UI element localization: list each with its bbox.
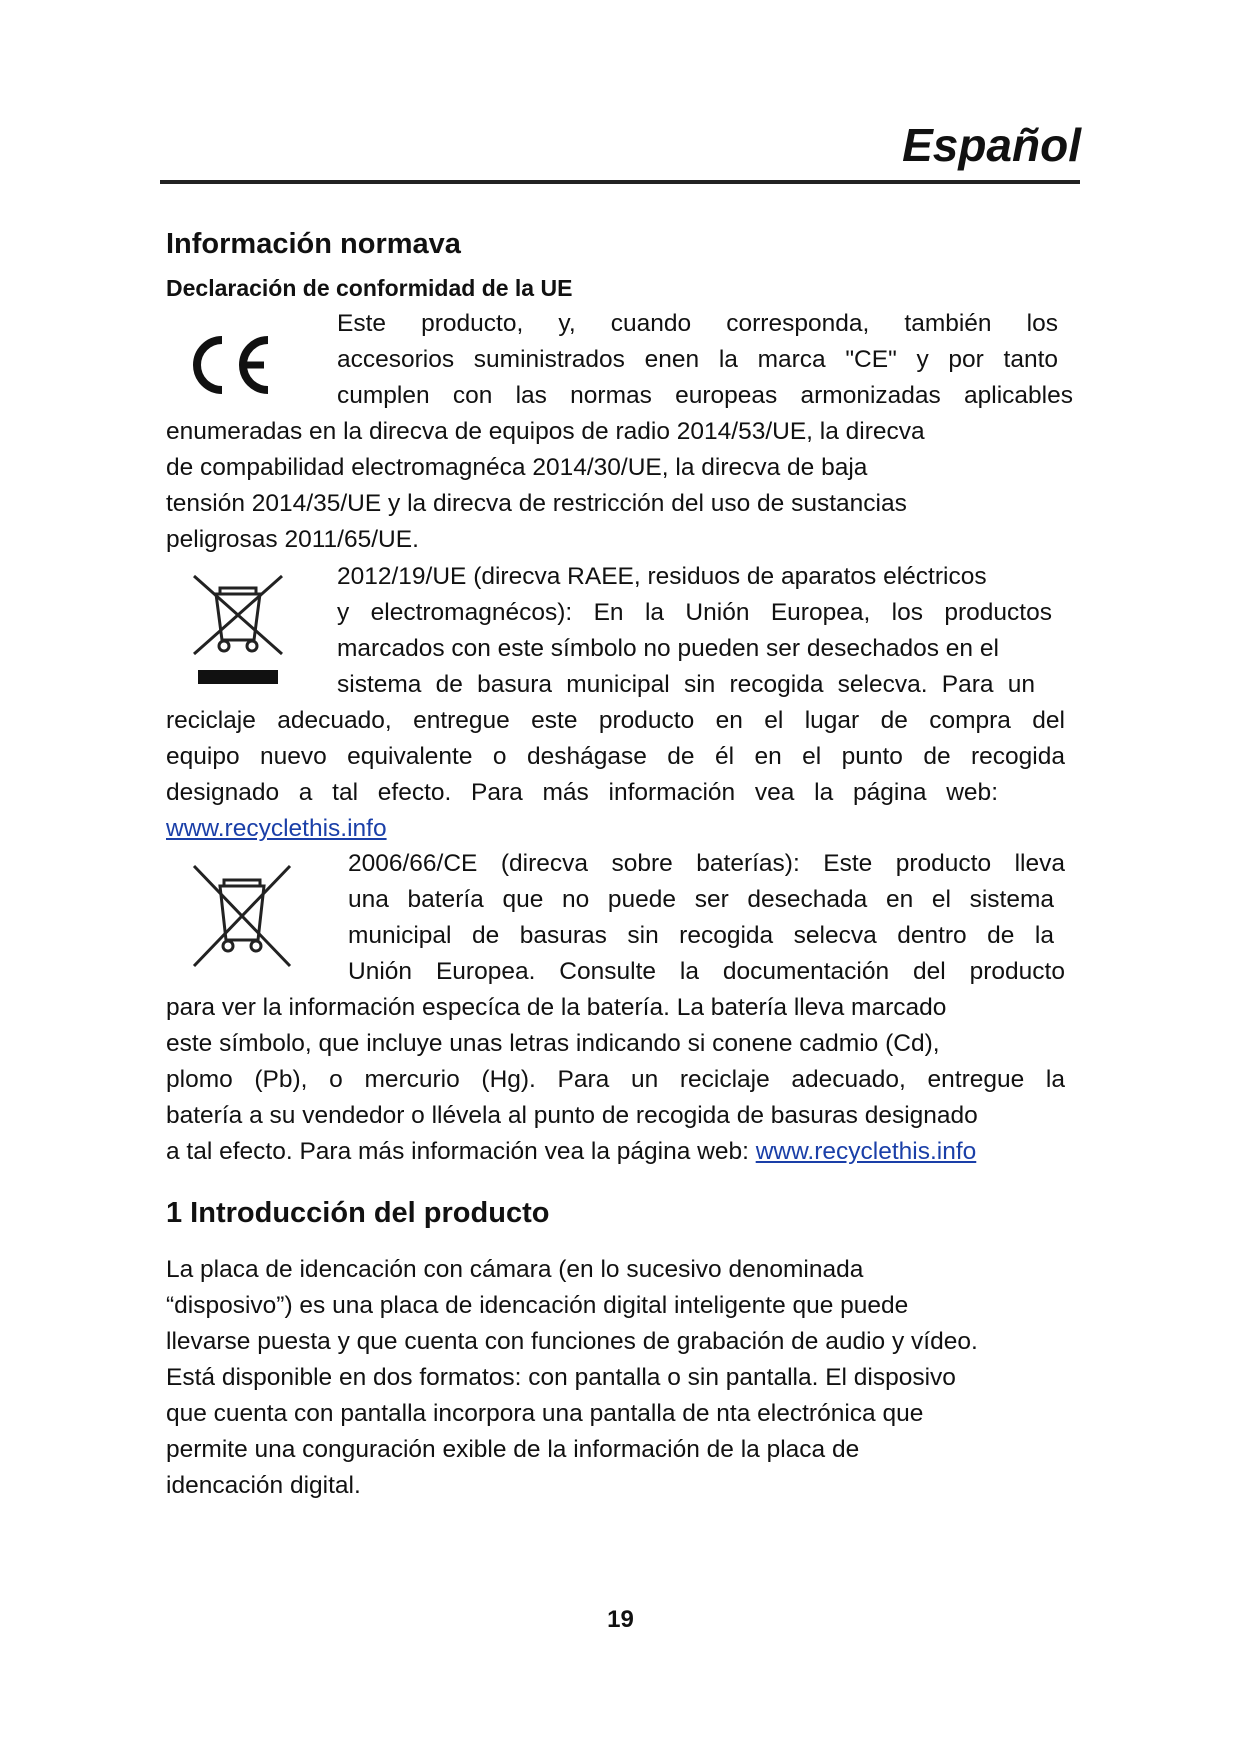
battery-text-line: este símbolo, que incluye unas letras indicando si conene cadmio (Cd),: [166, 1030, 940, 1057]
regulatory-title: Información normava: [166, 228, 461, 260]
intro-text-line: llevarse puesta y que cuenta con funciones de grabación de audio y vídeo.: [166, 1328, 978, 1355]
intro-text-line: Está disponible en dos formatos: con pantalla o sin pantalla. El disposivo: [166, 1364, 956, 1391]
intro-text-line: que cuenta con pantalla incorpora una pantalla de nta electrónica que: [166, 1400, 924, 1427]
language-label: Español: [902, 119, 1081, 171]
ce-text-line: peligrosas 2011/65/UE.: [166, 526, 419, 553]
ce-text-line: de compabilidad electromagnéca 2014/30/UE, la direcva de baja: [166, 454, 868, 481]
battery-text-prefix: a tal efecto. Para más información vea la página web:: [166, 1138, 756, 1165]
page-number: 19: [607, 1606, 634, 1633]
battery-text-line: una batería que no puede ser desechada en el sistema: [348, 886, 1054, 913]
weee-recycle-link[interactable]: www.recyclethis.info: [166, 815, 387, 842]
ce-text-line: tensión 2014/35/UE y la direcva de restricción del uso de sustancias: [166, 490, 907, 517]
weee-bin-icon: [188, 570, 288, 690]
battery-text-line: municipal de basuras sin recogida selecva dentro de la: [348, 922, 1054, 949]
intro-text-line: permite una conguración exible de la información de la placa de: [166, 1436, 860, 1463]
intro-text-line: idencación digital.: [166, 1472, 361, 1499]
weee-text-line: equipo nuevo equivalente o deshágase de él en el punto de recogida: [166, 743, 1065, 770]
ce-text-line: enumeradas en la direcva de equipos de radio 2014/53/UE, la direcva: [166, 418, 925, 445]
battery-text-line: Unión Europea. Consulte la documentación del producto: [348, 958, 1065, 985]
header-rule: [160, 180, 1080, 184]
ce-text-line: cumplen con las normas europeas armonizadas aplicables: [337, 382, 1073, 409]
battery-text-line: 2006/66/CE (direcva sobre baterías): Este producto lleva: [348, 850, 1065, 877]
intro-text-line: La placa de idencación con cámara (en lo sucesivo denominada: [166, 1256, 864, 1283]
weee-text-line: sistema de basura municipal sin recogida selecva. Para un: [337, 671, 1035, 698]
weee-text-line: reciclaje adecuado, entregue este producto en el lugar de compra del: [166, 707, 1065, 734]
weee-text-line: y electromagnécos): En la Unión Europea, los productos: [337, 599, 1052, 626]
weee-text-line: marcados con este símbolo no pueden ser desechados en el: [337, 635, 999, 662]
battery-text-line: para ver la información especíca de la batería. La batería lleva marcado: [166, 994, 947, 1021]
ce-text-line: accesorios suministrados enen la marca "CE" y por tanto: [337, 346, 1058, 373]
intro-title: 1 Introducción del producto: [166, 1197, 550, 1229]
battery-bin-icon: [190, 862, 294, 970]
battery-text-line: plomo (Pb), o mercurio (Hg). Para un reciclaje adecuado, entregue la: [166, 1066, 1065, 1093]
battery-text-line: batería a su vendedor o llévela al punto de recogida de basuras designado: [166, 1102, 978, 1129]
ce-text-line: Este producto, y, cuando corresponda, también los: [337, 310, 1058, 337]
ce-mark-icon: [184, 334, 274, 396]
intro-text-line: “disposivo”) es una placa de idencación digital inteligente que puede: [166, 1292, 909, 1319]
battery-text-line: [166, 1134, 976, 1170]
weee-text-line: designado a tal efecto. Para más información vea la página web:: [166, 779, 998, 806]
eu-declaration-subtitle: Declaración de conformidad de la UE: [166, 275, 573, 301]
weee-text-line: 2012/19/UE (direcva RAEE, residuos de aparatos eléctricos: [337, 563, 987, 590]
battery-recycle-link[interactable]: www.recyclethis.info: [755, 1138, 977, 1165]
